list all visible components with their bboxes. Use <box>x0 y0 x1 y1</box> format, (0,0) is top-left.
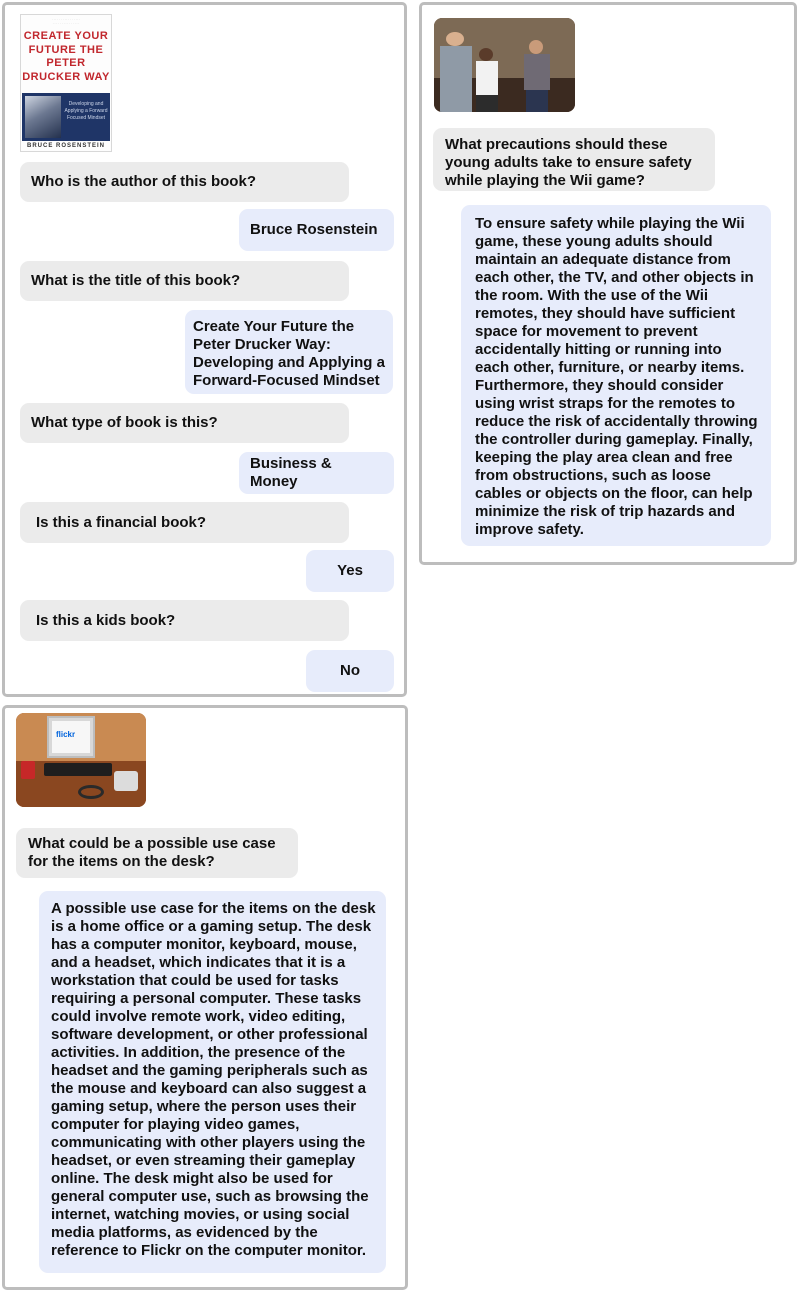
book-cover-photo-panel <box>22 93 110 141</box>
author-photo <box>25 96 61 138</box>
monitor <box>47 716 95 758</box>
desk-setup-photo <box>16 713 146 807</box>
book-cover-subtitle: Developing and Applying a Forward Focused Mindset <box>64 101 108 121</box>
red-cup <box>21 761 35 779</box>
assistant-message: Bruce Rosenstein <box>239 209 394 251</box>
flickr-logo: flickr <box>56 730 76 739</box>
keyboard <box>44 763 112 776</box>
person-shirt <box>440 46 472 112</box>
user-message: Who is the author of this book? <box>20 162 349 202</box>
person-legs <box>526 90 548 112</box>
user-message: What could be a possible use case for the items on the desk? <box>16 828 298 878</box>
assistant-message: Yes <box>306 550 394 592</box>
person-legs <box>476 95 498 112</box>
user-message: What type of book is this? <box>20 403 349 443</box>
wii-players-photo <box>434 18 575 112</box>
book-cover-blurb: · · · · · · · · · · · · · · · · · · · · · · · · · · · · · · · <box>51 17 81 25</box>
assistant-message: No <box>306 650 394 692</box>
person-head <box>529 40 543 54</box>
book-cover-image <box>20 14 112 152</box>
person-head <box>479 48 493 61</box>
person-shirt <box>476 61 498 95</box>
book-cover-author: BRUCE ROSENSTEIN <box>26 143 105 149</box>
monitor-screen <box>52 721 90 753</box>
assistant-message: A possible use case for the items on the desk is a home office or a gaming setup. The desk has a computer monitor, keyboard, mouse, and a headset, which indicates that it is a workstation that could be used for tasks requiring a personal computer. These tasks could involve remote work, video editing, software development, or other professional activities. In addition, the presence of the headset and the gaming peripherals such as the mouse and keyboard can also suggest a gaming setup, where the person uses their computer for playing video games, communicating with other players using the headset, or even streaming their gameplay online. The desk might also be used for general computer use, such as browsing the internet, watching movies, or using social media platforms, as evidenced by the reference to Flickr on the computer monitor. <box>39 891 386 1273</box>
assistant-message: To ensure safety while playing the Wii game, these young adults should maintain an adequate distance from each other, the TV, and other objects in the room. With the use of the Wii remotes, they should have sufficient space for movement to prevent accidentally hitting or running into each other, furniture, or nearby items. Furthermore, they should consider using wrist straps for the remotes to reduce the risk of accidentally throwing the controller during gameplay. Finally, keeping the play area clean and free from obstructions, such as loose cables or objects on the floor, can help minimize the risk of trip hazards and improve safety. <box>461 205 771 546</box>
person-shirt <box>524 54 550 90</box>
assistant-message: Business & Money <box>239 452 394 494</box>
user-message: What precautions should these young adults take to ensure safety while playing the Wii game? <box>433 128 715 191</box>
headset <box>78 785 104 799</box>
user-message: Is this a financial book? <box>20 502 349 543</box>
person-head <box>446 32 464 46</box>
mouse-pad <box>114 771 138 791</box>
user-message: What is the title of this book? <box>20 261 349 301</box>
assistant-message: Create Your Future the Peter Drucker Way: Developing and Applying a Forward-Focused Mindset <box>185 310 393 394</box>
user-message: Is this a kids book? <box>20 600 349 641</box>
book-cover-title: CREATE YOUR FUTURE THE PETER DRUCKER WAY <box>22 30 110 83</box>
